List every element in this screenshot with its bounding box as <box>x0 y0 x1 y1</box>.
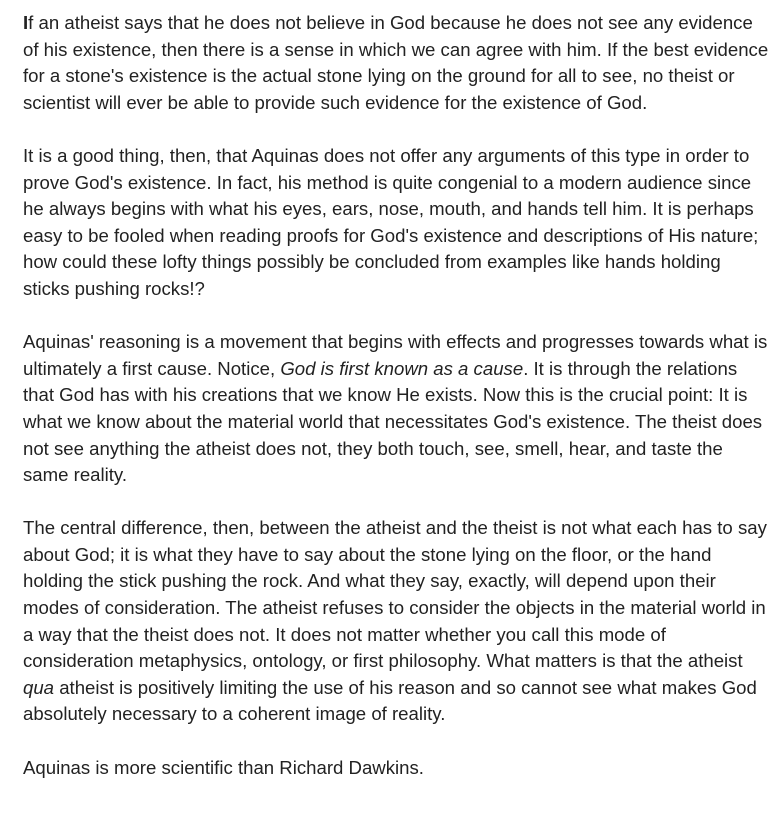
paragraph-1-text: f an atheist says that he does not believe in God because he does not see any evidence of his existence, then there is a sense in which we can agree with him. If the best evidence for a stone's existence is the actual stone lying on the ground for all to see, no theist or scientist will ever be able to provide such evidence for the existence of God. <box>23 12 769 113</box>
paragraph-1-first-letter: I <box>23 12 29 33</box>
paragraph-4-emphasis: qua <box>23 676 55 698</box>
paragraph-5-text: Aquinas is more scientific than Richard Dawkins. <box>23 756 424 778</box>
paragraph-4-text-after: atheist is positively limiting the use of his reason and so cannot see what makes God absolutely necessary to a coherent image of reality. <box>23 676 757 725</box>
paragraph-3-emphasis: God is first known as a cause <box>280 357 524 379</box>
paragraph-1 <box>23 10 771 116</box>
paragraph-2 <box>23 143 771 303</box>
paragraph-2-text: It is a good thing, then, that Aquinas does not offer any arguments of this type in order to prove God's existence. In fact, his method is quite congenial to a modern audience since he always begins with what his eyes, ears, nose, mouth, and hands tell him. It is perhaps easy to be fooled when reading proofs for God's existence and descriptions of His nature; how could these lofty things possibly be concluded from examples like hands holding sticks pushing rocks!? <box>23 144 759 299</box>
paragraph-5 <box>23 755 771 782</box>
paragraph-4-text-before: The central difference, then, between the atheist and the theist is not what each has to say about God; it is what they have to say about the stone lying on the floor, or the hand holding the stick pushing the rock. And what they say, exactly, will depend upon their modes of consideration. The atheist refuses to consider the objects in the material world in a way that the theist does not. It does not matter whether you call this mode of consideration metaphysics, ontology, or first philosophy. What matters is that the atheist <box>23 517 767 672</box>
paragraph-3-text-before: Aquinas' reasoning is a movement that begins with effects and progresses towards what is ultimately a first cause. Notice, <box>23 331 768 379</box>
paragraph-3-text-after: . It is through the relations that God has with his creations that we know He exists. Now this is the crucial point: It is what we know about the material world that necessitates God's existence. The theist does not see anything the atheist does not, they both touch, see, smell, hear, and taste the same reality. <box>23 357 763 486</box>
paragraph-3 <box>23 329 771 489</box>
paragraph-4 <box>23 515 771 728</box>
